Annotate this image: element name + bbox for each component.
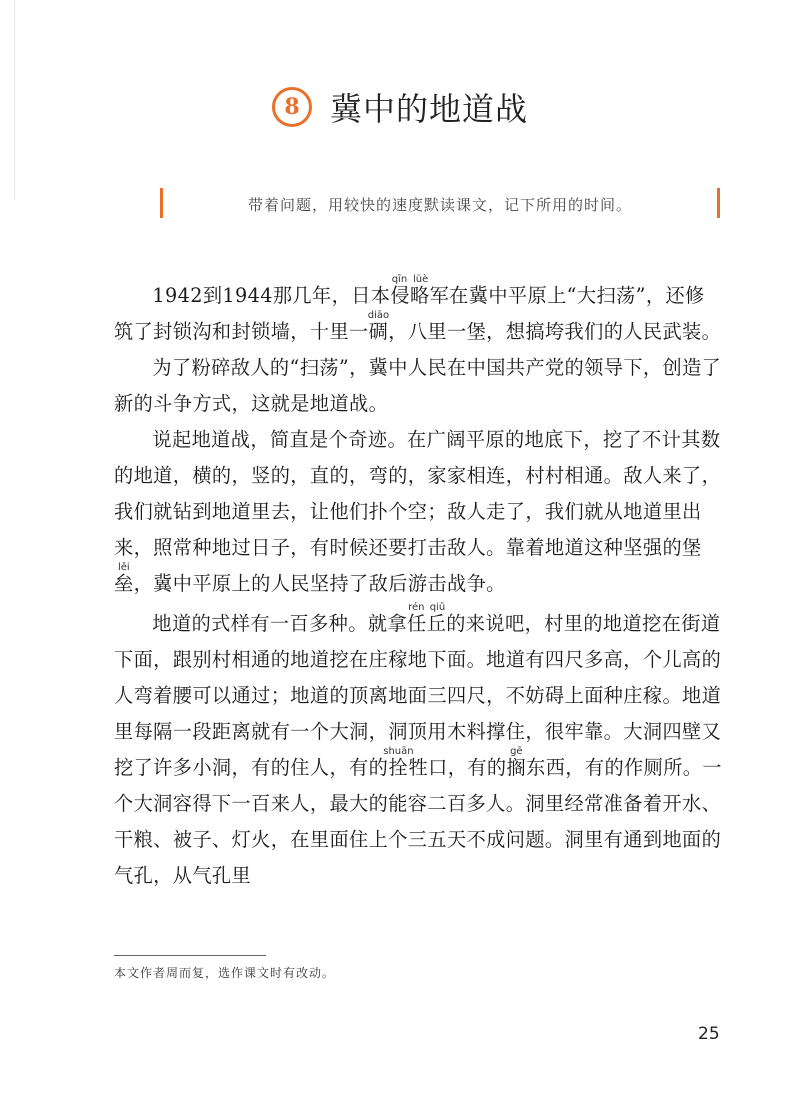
lesson-title: 冀中的地道战 [329, 90, 528, 128]
ruby-base: 搁 [506, 756, 527, 779]
ruby-pinyin: shuān [383, 746, 414, 757]
pinyin-annotation [383, 746, 414, 779]
pinyin-annotation [390, 274, 430, 307]
ruby-pinyin: qīn lüè [390, 274, 430, 285]
task-bar-right [717, 188, 720, 218]
ruby-base: 碉 [367, 320, 390, 343]
ruby-pinyin: rén qiū [407, 602, 447, 613]
lesson-number-badge: 8 [272, 87, 312, 127]
paragraph-4 [114, 602, 722, 894]
ruby-pinyin: diāo [367, 310, 390, 321]
paragraph-2: 为了粉碎敌人的“扫荡”，冀中人民在中国共产党的领导下，创造了新的斗争方式，这就是地道战。 [114, 356, 722, 415]
lesson-title-row [272, 84, 528, 130]
ruby-pinyin: gē [506, 746, 527, 757]
reading-task-box [160, 188, 720, 220]
pinyin-annotation [114, 562, 134, 595]
text-run: 牲口，有的 [408, 756, 507, 779]
text-run: 军在冀中平原上“大扫荡”，还修筑了封锁沟和封锁墙，十里一 [114, 284, 705, 343]
ruby-base: 任丘 [407, 612, 447, 635]
page-number: 25 [698, 1024, 720, 1044]
ruby-pinyin: lěi [114, 562, 134, 573]
text-run: ，冀中平原上的人民坚持了敌后游击战争。 [133, 572, 506, 595]
paragraph-3 [114, 422, 722, 602]
pinyin-annotation [367, 310, 390, 343]
paragraph-1 [114, 274, 722, 350]
pinyin-annotation [506, 746, 527, 779]
text-run: 东西，有的作厕所。一个大洞容得下一百来人，最大的能容二百多人。洞里经常准备着开水、干粮、被子、灯火，在里面住上个三五天不成问题。洞里有通到地面的气孔，从气孔里 [114, 756, 722, 887]
text-run: ，八里一堡，想搞垮我们的人民武装。 [388, 320, 722, 343]
text-run: 的来说吧，村里的地道挖在街道下面，跟别村相通的地道挖在庄稼地下面。地道有四尺多高，个儿高的人弯着腰可以通过；地道的顶离地面三四尺，不妨碍上面种庄稼。地道里每隔一段距离就有一个大洞，洞顶用木料撑住，很牢靠。大洞四壁又挖了许多小洞，有的住人，有的 [114, 612, 722, 779]
ruby-base: 侵略 [390, 284, 430, 307]
ruby-base: 拴 [383, 756, 414, 779]
pinyin-annotation [407, 602, 447, 635]
text-run: 1942到1944那几年，日本 [152, 284, 391, 307]
reading-task-text: 带着问题，用较快的速度默读课文，记下所用的时间。 [247, 196, 632, 214]
ruby-base: 垒 [114, 572, 134, 595]
lesson-body [114, 274, 722, 894]
text-run: 说起地道战，简直是个奇迹。在广阔平原的地底下，挖了不计其数的地道，横的，竖的，直的，弯的，家家相连，村村相通。敌人来了，我们就钻到地道里去，让他们扑个空；敌人走了，我们就从地道里出来，照常种地过日子，有时候还要打击敌人。靠着地道这种坚强的堡 [114, 428, 722, 559]
lesson-header [0, 84, 800, 130]
footnote: 本文作者周而复，选作课文时有改动。 [114, 966, 336, 980]
footnote-divider [114, 955, 266, 956]
text-run: 地道的式样有一百多种。就拿 [152, 612, 408, 635]
